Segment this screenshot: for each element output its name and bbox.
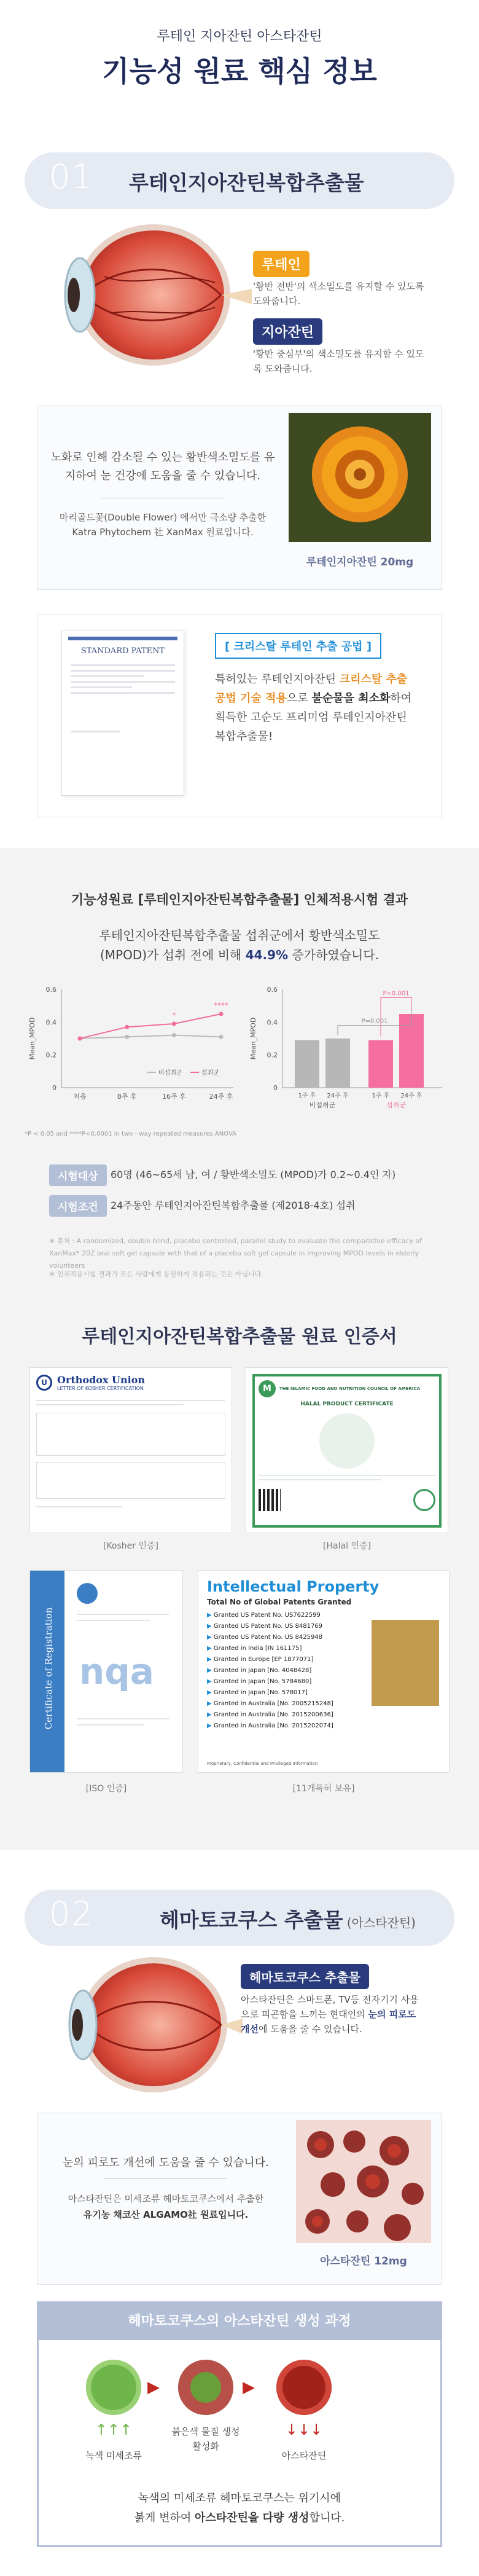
ip-list-item-text: Granted in Japan [No. 4048428] — [213, 1667, 312, 1674]
kosher-name: Orthodox Union — [57, 1374, 145, 1386]
step2-label: 붉은색 물질 생성 활성화 — [171, 2426, 240, 2452]
y-tick-label: 0.6 — [45, 986, 56, 994]
trial-footnote: *P < 0.05 and ****P<0.0001 in two - way repeated measures ANOVA — [25, 1131, 236, 1137]
crystal-text-e: 하여 획득한 고순도 프리미엄 루테인지아잔틴복합추출물! — [215, 692, 412, 743]
condition-text: 24주동안 루테인지아잔틴복합추출물 (제2018-4호) 섭취 — [111, 1200, 356, 1211]
ip-list-item — [207, 1721, 440, 1732]
patent-list-certificate — [198, 1570, 450, 1773]
arrow-right-icon: ▶ — [147, 2378, 160, 2397]
kosher-caption: [Kosher 인증] — [103, 1541, 158, 1551]
trial-result-b: (MPOD)가 섭취 전에 비해 — [99, 948, 246, 962]
red-down-arrows-icon: ↓↓↓ — [285, 2421, 323, 2438]
hemato-desc-a: 아스타잔틴은 스마트폰, TV등 전자기기 사용으로 피곤함을 느끼는 현대인의 — [241, 1994, 419, 2020]
halal-certificate — [246, 1367, 448, 1533]
crystal-tag: [ 크리스탈 루테인 추출 공법 ] — [215, 633, 381, 659]
data-point — [172, 1022, 176, 1026]
crystal-text — [215, 670, 418, 746]
halal-name: THE ISLAMIC FOOD AND NUTRITION COUNCIL OF AMERICA — [279, 1386, 421, 1391]
trial-note: ※ 인체적용시험 결과가 모든 사람에게 동일하게 적용되는 것은 아닙니다. — [49, 1270, 263, 1278]
section2-number: 02 — [49, 1895, 94, 1933]
title-part3: 정보 — [313, 55, 377, 88]
series-line — [80, 1014, 221, 1039]
process-bottom-c: 합니다. — [309, 2511, 345, 2524]
y-tick-label: 0.4 — [267, 1018, 278, 1027]
marigold-text1: 노화로 인해 감소될 수 있는 황반색소밀도를 유지하여 눈 건강에 도움을 줄 수 있습니다. — [50, 451, 275, 482]
halal-sub: HALAL PRODUCT CERTIFICATE — [300, 1401, 394, 1407]
x-tick-label: 24주 후 — [327, 1093, 349, 1099]
iso-caption: [ISO 인증] — [85, 1784, 127, 1794]
green-algae-icon — [86, 2360, 141, 2415]
bar — [295, 1040, 319, 1088]
data-point — [125, 1025, 129, 1029]
process-bottom-bold: 아스타잔틴을 다량 생성 — [195, 2511, 310, 2524]
data-point — [172, 1033, 176, 1037]
bullet-icon: ▶ — [207, 1722, 214, 1729]
header-subtitle: 루테인 지아잔틴 아스타잔틴 — [157, 29, 322, 44]
bullet-icon: ▶ — [207, 1667, 214, 1674]
x-tick-label: 24주 후 — [400, 1093, 423, 1099]
bullet-icon: ▶ — [207, 1634, 214, 1641]
x-tick-label: 16주 후 — [162, 1093, 186, 1101]
process-bottom-b: 붉게 변하여 — [134, 2511, 195, 2524]
bullet-icon: ▶ — [207, 1711, 214, 1718]
cert-bar — [68, 637, 177, 640]
marigold-text2: 마리골드꽃(Double Flower) 에서만 극소량 추출한 Katra Phytochem 社 XanMax 원료입니다. — [59, 512, 267, 538]
y-axis-label: Mean_MPOD — [249, 1017, 257, 1060]
trial-title: 기능성원료 [루테인지아잔틴복합추출물] 인체적용시험 결과 — [71, 892, 408, 907]
divider-2 — [104, 2178, 227, 2179]
seal-icon — [413, 1489, 435, 1511]
ip-list-item-text: Granted in India [IN 161175] — [213, 1645, 302, 1652]
ip-list-item — [207, 1710, 440, 1721]
step1-label: 녹색 미세조류 — [85, 2450, 142, 2461]
iso-logo: nqa — [79, 1651, 154, 1692]
process-bottom-a: 녹색의 미세조류 헤마토코쿠스는 위기시에 — [138, 2492, 341, 2505]
astax-text2a: 아스타잔틴은 미세조류 헤마토코쿠스에서 추출한 — [68, 2193, 264, 2204]
astax-caption: 아스타잔틴 12mg — [320, 2255, 407, 2268]
lutein-desc: '황반 전반'의 색소밀도를 유지할 수 있도록 도와줍니다. — [253, 281, 424, 307]
bullet-icon: ▶ — [207, 1700, 214, 1707]
crystal-text-a: 특허있는 루테인지아잔틴 — [215, 673, 340, 686]
annotation: * — [172, 1011, 176, 1019]
trial-result-c: 증가하였습니다. — [288, 948, 380, 962]
patent-certificate — [61, 630, 184, 796]
page-title — [0, 49, 479, 90]
iso-side-text: Certificate of Registration — [43, 1607, 54, 1730]
arrow-right-icon-2: ▶ — [243, 2378, 255, 2397]
x-tick-label: 24주 후 — [209, 1093, 233, 1101]
certs-title: 루테인지아잔틴복합추출물 원료 인증서 — [82, 1326, 397, 1348]
lutein-tag: 루테인 — [253, 251, 310, 277]
trial-result — [0, 925, 479, 965]
legend-label: 섭취군 — [201, 1070, 219, 1077]
red-algae-icon — [276, 2360, 332, 2415]
y-axis-label: Mean_MPOD — [28, 1017, 36, 1060]
transition-algae-icon — [178, 2360, 233, 2415]
bullet-icon: ▶ — [207, 1623, 214, 1630]
x-tick-label: 1주 후 — [372, 1093, 390, 1099]
astax-text2 — [49, 2191, 282, 2223]
eye-illustration — [37, 221, 258, 369]
bullet-icon: ▶ — [207, 1689, 214, 1696]
trial-result-a: 루테인지아잔틴복합추출물 섭취군에서 황반색소밀도 — [99, 928, 380, 943]
trial-result-highlight: 44.9% — [245, 948, 289, 962]
data-point — [219, 1012, 224, 1016]
marigold-caption: 루테인지아잔틴 20mg — [306, 556, 414, 568]
ip-list-item-text: Granted in Europe [EP 1877071] — [213, 1656, 314, 1663]
ip-list-item-text: Granted US Patent No. US7622599 — [213, 1612, 321, 1619]
hemato-tag: 헤마토코쿠스 추출물 — [241, 1964, 369, 1989]
data-point — [78, 1037, 82, 1041]
condition-label: 시험조건 — [49, 1195, 107, 1217]
zeaxanthin-tag: 지아잔틴 — [253, 318, 322, 345]
annotation: **** — [214, 1001, 228, 1010]
x-tick-label: 8주 후 — [117, 1093, 137, 1101]
series-line — [80, 1035, 221, 1039]
subject-text: 60명 (46~65세 남, 여 / 황반색소밀도 (MPOD)가 0.2~0.4인 자) — [111, 1169, 396, 1180]
process-title: 헤마토코쿠스의 아스타잔틴 생성 과정 — [39, 2303, 440, 2340]
hemato-desc — [241, 1992, 425, 2036]
title-part2: 핵심 — [258, 55, 313, 88]
title-part1: 기능성 원료 — [102, 55, 259, 88]
section2-title-main: 헤마토코쿠스 추출물 — [160, 1908, 343, 1932]
halal-watermark — [319, 1413, 375, 1469]
crystal-text-b: 크리스탈 추출공법 기술 적용 — [215, 673, 408, 705]
astaxanthin-photo — [296, 2120, 431, 2243]
y-tick-label: 0 — [52, 1084, 56, 1092]
halal-caption: [Halal 인증] — [323, 1541, 371, 1551]
subject-label: 시험대상 — [49, 1164, 107, 1186]
process-bottom — [43, 2489, 436, 2528]
section2-title — [160, 1904, 416, 1933]
legend-label: 비섭취군 — [158, 1070, 182, 1077]
line-chart — [25, 977, 246, 1125]
ip-list-item-text: Granted in Australia [No. 2015200636] — [213, 1711, 333, 1718]
data-point — [219, 1035, 224, 1039]
astax-text2b: 유기농 채코산 ALGAMO社 원료입니다. — [83, 2209, 249, 2220]
y-tick-label: 0.2 — [267, 1051, 278, 1059]
data-point — [125, 1035, 129, 1039]
annotation: P<0.001 — [383, 990, 410, 997]
ou-logo-icon: U — [36, 1375, 52, 1391]
hemato-desc-b: 에 도움을 줄 수 있습니다. — [258, 2024, 362, 2035]
group-label: 섭취군 — [386, 1101, 406, 1109]
x-tick-label: 처음 — [73, 1093, 87, 1101]
ip-title: Intellectual Property — [207, 1578, 380, 1595]
kosher-certificate — [29, 1367, 232, 1533]
step3-label: 아스타잔틴 — [281, 2450, 327, 2461]
y-tick-label: 0.6 — [267, 986, 278, 994]
crystal-text-c: 으로 — [286, 692, 312, 705]
ip-list-item-text: Granted US Patent No. US 8425948 — [213, 1634, 323, 1641]
kosher-sub: LETTER OF KOSHER CERTIFICATION — [57, 1386, 144, 1391]
bar — [325, 1039, 350, 1088]
eye-illustration-2 — [43, 1954, 246, 2095]
patent-caption: [11개특허 보유] — [292, 1784, 355, 1794]
ip-footer: Proprietary, Confidential and Privileged Information — [207, 1761, 318, 1766]
x-tick-label: 1주 후 — [298, 1093, 316, 1099]
bullet-icon: ▶ — [207, 1678, 214, 1685]
annotation: P=0.001 — [361, 1018, 388, 1025]
green-up-arrows-icon: ↑↑↑ — [95, 2421, 133, 2438]
astax-text1: 눈의 피로도 개선에 도움을 줄 수 있습니다. — [63, 2156, 269, 2169]
qr-code-icon — [259, 1489, 281, 1511]
iso-certificate — [29, 1570, 183, 1773]
group-label: 비섭취군 — [309, 1101, 336, 1109]
trial-source: ※ 출처 : A randomized, double blind, placebo controlled, parallel study to evaluate the comparative efficacy of XanMax* 20Z oral soft gel capsule with that of a placebo soft gel capsule in improving MPOD levels in elderly volunteers — [49, 1237, 423, 1270]
ip-list-item-text: Granted US Patent No. US 8481769 — [213, 1623, 323, 1630]
marigold-photo — [289, 413, 431, 542]
zeaxanthin-desc: '황반 중심부'의 색소밀도를 유지할 수 있도록 도와줍니다. — [253, 348, 424, 374]
section1-title: 루테인지아잔틴복합추출물 — [129, 171, 364, 195]
iso-badge-icon — [77, 1583, 98, 1604]
bar — [368, 1040, 393, 1088]
halal-logo-icon: M — [259, 1380, 276, 1397]
y-tick-label: 0.4 — [45, 1018, 56, 1027]
y-tick-label: 0.2 — [45, 1051, 56, 1059]
y-tick-label: 0 — [273, 1084, 278, 1092]
hemato-desc-bold: 눈의 피로도 개선 — [241, 2009, 416, 2035]
bar-chart — [246, 977, 454, 1125]
ip-list-item-text: Granted in Australia [No. 2005215248] — [213, 1700, 333, 1707]
cert-title: STANDARD PATENT — [80, 646, 165, 656]
bullet-icon: ▶ — [207, 1656, 214, 1663]
patent-photo — [372, 1620, 439, 1706]
bullet-icon: ▶ — [207, 1612, 214, 1619]
crystal-text-d: 불순물을 최소화 — [311, 692, 391, 705]
section2-title-sub: (아스타잔틴) — [343, 1915, 416, 1930]
ip-list-item-text: Granted in Japan [No. 578017] — [213, 1689, 308, 1696]
bullet-icon: ▶ — [207, 1645, 214, 1652]
ip-list-item-text: Granted in Australia [No. 2015202074] — [213, 1722, 333, 1729]
section1-number: 01 — [49, 157, 94, 196]
ip-list-item-text: Granted in Japan [No. 5784680] — [213, 1678, 312, 1685]
ip-sub: Total No of Global Patents Granted — [207, 1598, 352, 1606]
